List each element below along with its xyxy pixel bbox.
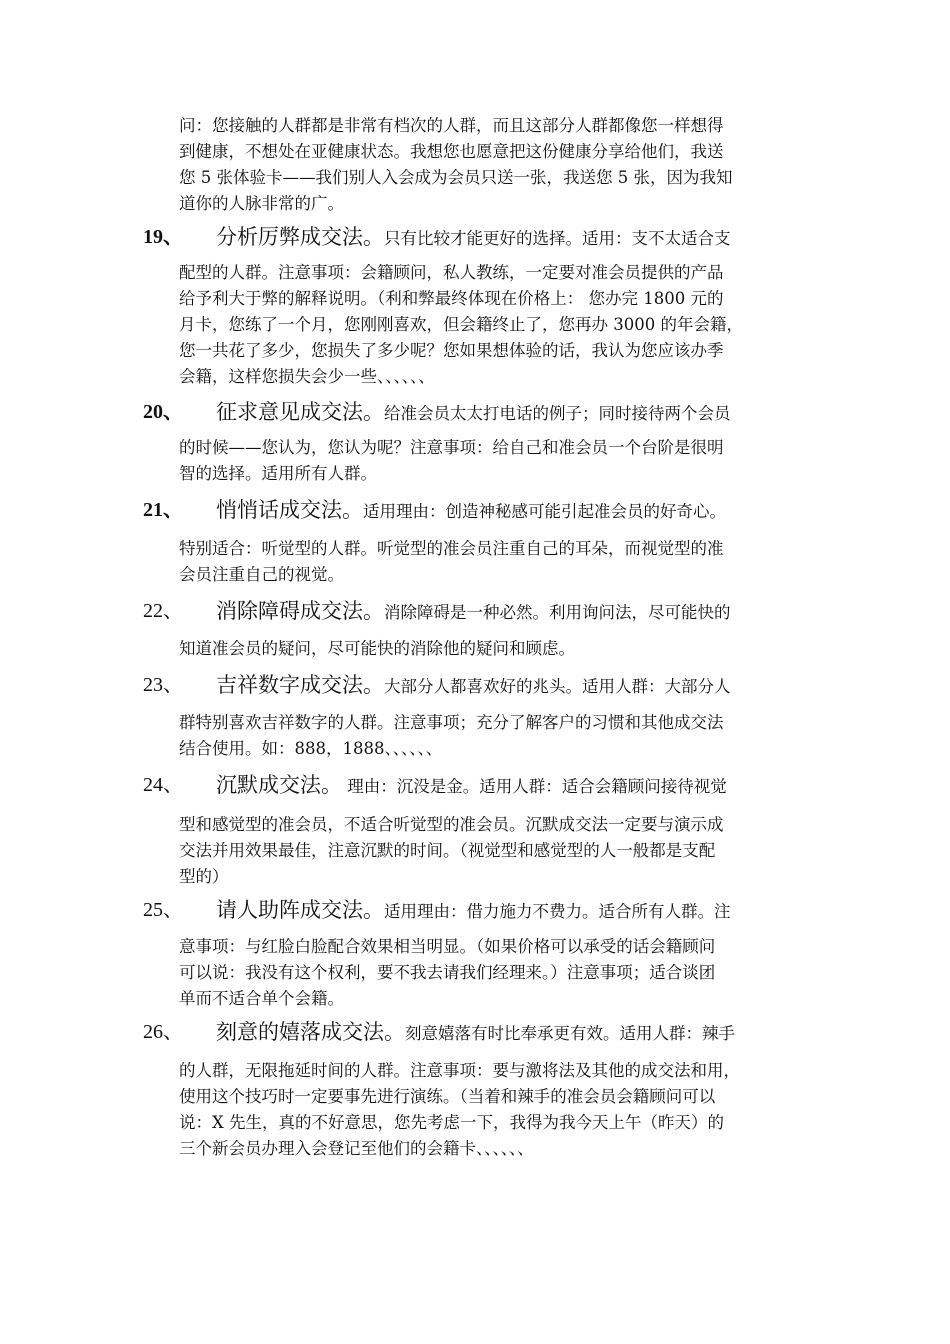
heading-text [216,893,731,929]
section-title: 分析厉弊成交法。 [216,225,384,249]
text-line: 说：X 先生，真的不好意思，您先考虑一下，我得为我今天上午（昨天）的 [179,1113,724,1132]
section-heading [0,220,950,254]
section-heading [0,594,950,628]
text-line: 型和感觉型的准会员，不适合听觉型的准会员。沉默成交法一定要与演示成 [179,815,724,834]
section-intro: 大部分人都喜欢好的兆头。适用人群：大部分人 [384,677,731,696]
section-number: 23、 [143,674,183,696]
section-body [179,934,809,1012]
section-intro: 给准会员太太打电话的例子；同时接待两个会员 [384,404,731,423]
intro-paragraph [179,113,809,217]
section-intro: 适用理由：创造神秘感可能引起准会员的好奇心。 [363,502,726,521]
section-body [179,636,809,662]
section-title: 吉祥数字成交法。 [216,673,384,697]
section-23 [0,668,950,758]
section-number: 24、 [143,774,183,796]
text-line: 交法并用效果最佳，注意沉默的时间。（视觉型和感觉型的人一般都是支配 [179,841,716,860]
text-line: 型的） [179,867,229,886]
section-title: 征求意见成交法。 [216,400,384,424]
section-body [179,1058,809,1162]
heading-text [216,395,731,431]
section-heading [0,1015,950,1049]
section-body [179,710,809,762]
text-line: 的人群，无限拖延时间的人群。注意事项：要与激将法及其他的成交法和用， [179,1061,740,1080]
heading-text [216,1015,735,1051]
heading-text [216,768,727,804]
text-line: 配型的人群。注意事项：会籍顾问，私人教练，一定要对准会员提供的产品 [179,263,724,282]
text-line: 月卡，您练了一个月，您刚刚喜欢，但会籍终止了，您再办 3000 的年会籍， [179,315,743,334]
text-line: 到健康，不想处在亚健康状态。我想您也愿意把这份健康分享给他们，我送 [179,142,724,161]
text-line: 群特别喜欢吉祥数字的人群。注意事项；充分了解客户的习惯和其他成交法 [179,713,724,732]
text-line: 您一共花了多少，您损失了多少呢？您如果想体验的话，我认为您应该办季 [179,341,724,360]
text-line: 的时候——您认为，您认为呢？注意事项：给自己和准会员一个台阶是很明 [179,438,724,457]
text-line: 三个新会员办理入会登记至他们的会籍卡、、、、、、 [179,1139,534,1158]
text-line: 问：您接触的人群都是非常有档次的人群，而且这部分人群都像您一样想得 [179,116,724,135]
section-body [179,536,809,588]
section-26 [0,1015,950,1158]
section-heading [0,395,950,429]
text-line: 会籍，这样您损失会少一些、、、、、、 [179,367,435,386]
section-21 [0,493,950,584]
text-line: 会员注重自己的视觉。 [179,565,344,584]
text-line: 可以说：我没有这个权利，要不我去请我们经理来。）注意事项；适合谈团 [179,963,716,982]
section-number: 26、 [143,1021,183,1043]
section-heading [0,493,950,527]
text-line: 单而不适合单个会籍。 [179,989,344,1008]
text-line: 知道准会员的疑问，尽可能快的消除他的疑问和顾虑。 [179,639,575,658]
section-heading [0,893,950,927]
section-number: 20、 [143,401,183,423]
heading-text [216,220,731,256]
section-body [179,260,809,390]
text-line: 给予利大于弊的解释说明。（利和弊最终体现在价格上： 您办完 1800 元的 [179,289,724,308]
section-title: 沉默成交法。 [216,773,342,797]
section-intro: 只有比较才能更好的选择。适用：支不太适合支 [384,229,731,248]
text-line: 意事项：与红脸白脸配合效果相当明显。（如果价格可以承受的话会籍顾问 [179,937,716,956]
section-title: 消除障碍成交法。 [216,599,384,623]
section-intro: 理由：沉没是金。适用人群：适合会籍顾问接待视觉 [342,777,727,796]
section-intro: 适用理由：借力施力不费力。适合所有人群。注 [384,902,731,921]
section-title: 请人助阵成交法。 [216,898,384,922]
section-title: 悄悄话成交法。 [216,498,363,522]
section-25 [0,893,950,1008]
section-body [179,812,809,890]
heading-text [216,668,731,704]
section-intro: 刻意嬉落有时比奉承更有效。适用人群：辣手 [405,1024,735,1043]
section-body [179,435,809,487]
section-20 [0,395,950,483]
section-heading [0,668,950,702]
section-19 [0,220,950,386]
text-line: 智的选择。适用所有人群。 [179,464,377,483]
section-heading [0,768,950,802]
text-line: 结合使用。如：888，1888、、、、、、 [179,739,443,758]
heading-text [216,594,731,630]
section-intro: 消除障碍是一种必然。利用询问法，尽可能快的 [384,603,731,622]
text-line: 道你的人脉非常的广。 [179,194,344,213]
section-number: 22、 [143,600,183,622]
text-line: 特别适合：听觉型的人群。听觉型的准会员注重自己的耳朵，而视觉型的准 [179,539,724,558]
section-number: 19、 [143,226,183,248]
heading-text [216,493,726,529]
section-number: 25、 [143,899,183,921]
text-line: 您 5 张体验卡——我们别人入会成为会员只送一张，我送您 5 张，因为我知 [179,168,733,187]
text-line: 使用这个技巧时一定要事先进行演练。（当着和辣手的准会员会籍顾问可以 [179,1087,716,1106]
section-number: 21、 [143,499,183,521]
section-title: 刻意的嬉落成交法。 [216,1020,405,1044]
section-22 [0,594,950,658]
section-24 [0,768,950,886]
